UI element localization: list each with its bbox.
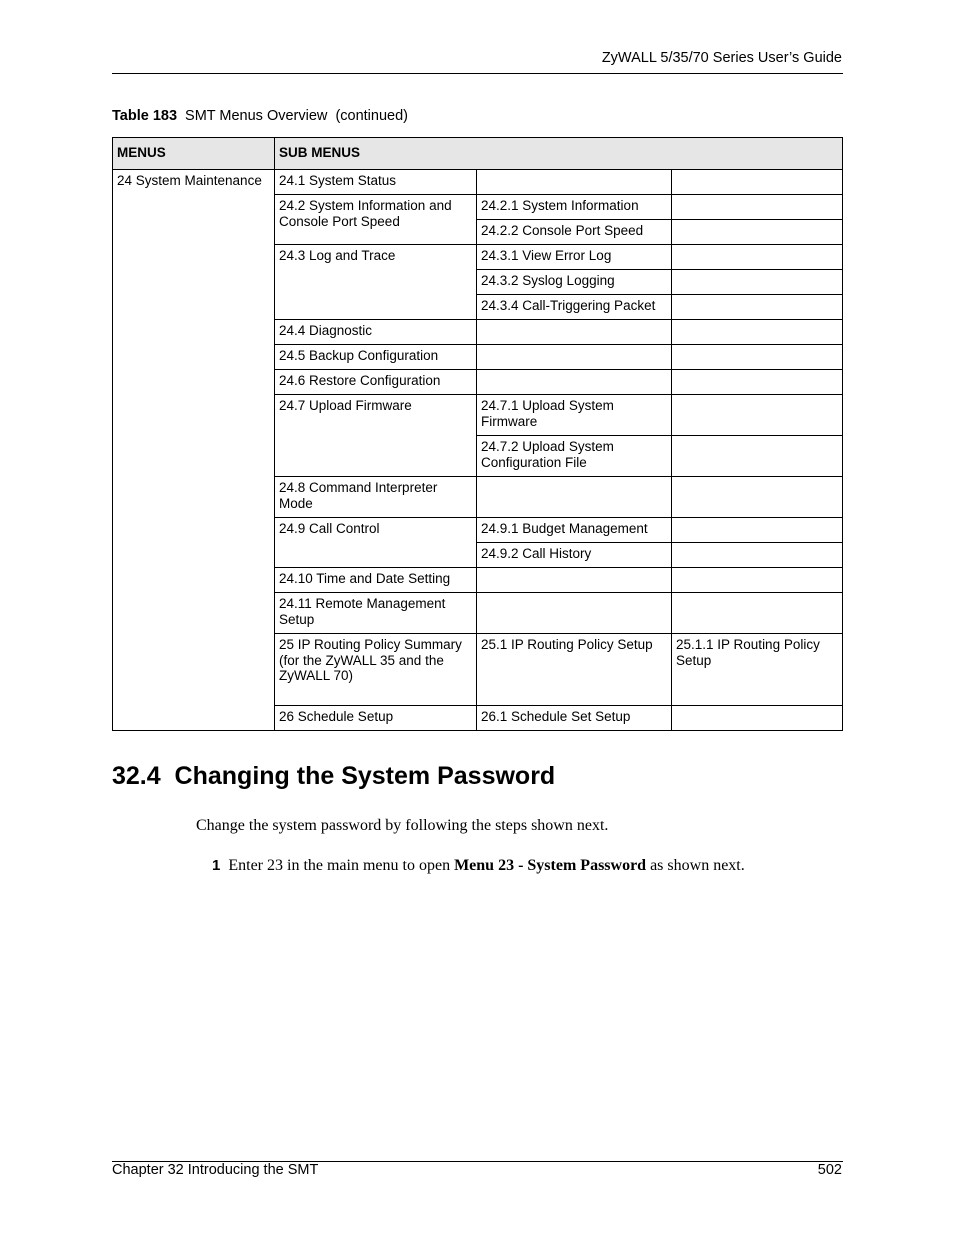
blank-cell	[672, 295, 843, 320]
table-caption-label: Table 183	[112, 108, 178, 124]
submenu-cell: 26.1 Schedule Set Setup	[477, 706, 672, 731]
sub-submenu-cell: 24.7.2 Upload System Configuration File	[477, 436, 672, 477]
submenu-cell: 24.1 System Status	[275, 170, 477, 195]
step-number: 1	[212, 857, 221, 874]
sub-submenu-cell	[477, 320, 672, 345]
submenu-cell: 24.10 Time and Date Setting	[275, 568, 477, 593]
footer-page-number: 502	[817, 1162, 842, 1178]
running-header: ZyWALL 5/35/70 Series User’s Guide	[601, 50, 842, 66]
blank-cell	[672, 170, 843, 195]
sub-submenu-cell: 25.1.1 IP Routing Policy Setup	[672, 634, 843, 706]
sub-submenu-cell	[477, 370, 672, 395]
sub-submenu-cell: 24.3.1 View Error Log	[477, 245, 672, 270]
submenu-cell: 24.7 Upload Firmware	[275, 395, 477, 477]
table-row	[113, 170, 843, 195]
blank-cell	[672, 320, 843, 345]
blank-cell	[672, 220, 843, 245]
blank-cell	[672, 518, 843, 543]
step-menu-name: Menu 23 - System Password	[454, 857, 647, 874]
submenu-cell: 24.4 Diagnostic	[275, 320, 477, 345]
col-header-submenus: SUB MENUS	[275, 138, 843, 170]
table-caption-text: SMT Menus Overview (continued)	[185, 108, 408, 124]
sub-submenu-cell	[672, 706, 843, 731]
blank-cell	[672, 593, 843, 634]
sub-submenu-cell	[477, 593, 672, 634]
header-rule	[112, 73, 843, 74]
col-header-menus: MENUS	[113, 138, 275, 170]
smt-menus-table	[112, 137, 843, 731]
blank-cell	[672, 245, 843, 270]
menu-cell: 26 Schedule Setup	[275, 706, 477, 731]
sub-submenu-cell: 24.2.2 Console Port Speed	[477, 220, 672, 245]
step-1	[212, 857, 745, 875]
blank-cell	[672, 370, 843, 395]
table-header-row	[113, 138, 843, 170]
submenu-cell: 24.6 Restore Configuration	[275, 370, 477, 395]
sub-submenu-cell: 24.3.4 Call-Triggering Packet	[477, 295, 672, 320]
step-text-before: Enter 23 in the main menu to open	[228, 857, 455, 874]
blank-cell	[672, 270, 843, 295]
submenu-cell: 24.5 Backup Configuration	[275, 345, 477, 370]
step-text-after: as shown next.	[646, 857, 745, 874]
sub-submenu-cell: 24.9.1 Budget Management	[477, 518, 672, 543]
sub-submenu-cell: 24.9.2 Call History	[477, 543, 672, 568]
submenu-cell: 24.3 Log and Trace	[275, 245, 477, 320]
sub-submenu-cell	[477, 568, 672, 593]
submenu-cell: 24.11 Remote Management Setup	[275, 593, 477, 634]
table-caption	[112, 108, 408, 124]
menu-cell: 24 System Maintenance	[113, 170, 275, 731]
blank-cell	[672, 568, 843, 593]
submenu-cell: 24.9 Call Control	[275, 518, 477, 568]
blank-cell	[672, 395, 843, 436]
submenu-cell: 24.8 Command Interpreter Mode	[275, 477, 477, 518]
sub-submenu-cell	[477, 345, 672, 370]
menu-cell: 25 IP Routing Policy Summary (for the ZyWALL 35 and the ZyWALL 70)	[275, 634, 477, 706]
sub-submenu-cell	[477, 477, 672, 518]
sub-submenu-cell: 24.3.2 Syslog Logging	[477, 270, 672, 295]
intro-paragraph: Change the system password by following the steps shown next.	[196, 817, 609, 834]
sub-submenu-cell	[477, 170, 672, 195]
sub-submenu-cell: 24.7.1 Upload System Firmware	[477, 395, 672, 436]
footer-chapter: Chapter 32 Introducing the SMT	[112, 1162, 319, 1178]
sub-submenu-cell: 24.2.1 System Information	[477, 195, 672, 220]
section-title: 32.4 Changing the System Password	[112, 762, 556, 790]
blank-cell	[672, 345, 843, 370]
blank-cell	[672, 543, 843, 568]
submenu-cell: 24.2 System Information and Console Port Speed	[275, 195, 477, 245]
blank-cell	[672, 436, 843, 477]
blank-cell	[672, 195, 843, 220]
submenu-cell: 25.1 IP Routing Policy Setup	[477, 634, 672, 706]
blank-cell	[672, 477, 843, 518]
